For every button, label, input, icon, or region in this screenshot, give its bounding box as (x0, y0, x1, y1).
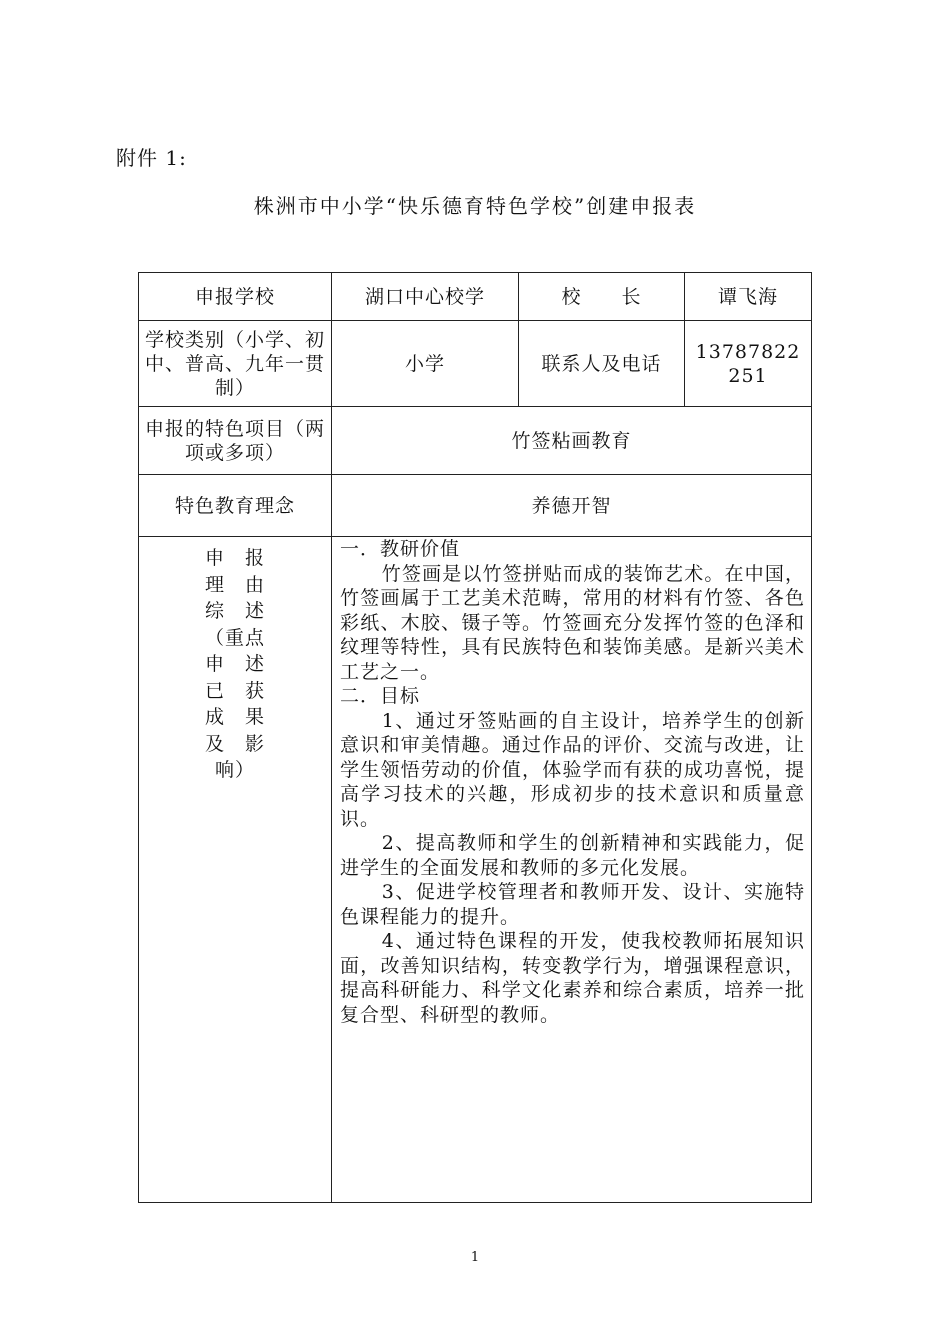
row-category (139, 321, 812, 407)
label-reason-line: 申 报 (204, 547, 265, 569)
value-project: 竹签粘画教育 (332, 407, 812, 475)
label-category: 学校类别（小学、初中、普高、九年一贯制） (139, 321, 332, 407)
value-school-name: 湖口中心校学 (332, 273, 519, 321)
reason-content (332, 537, 812, 1203)
page-number: 1 (470, 1250, 480, 1265)
row-philosophy (139, 475, 812, 537)
label-contact: 联系人及电话 (519, 321, 685, 407)
label-reason-line: 成 果 (204, 706, 265, 728)
goal-paragraph: 2、提高教师和学生的创新精神和实践能力，促进学生的全面发展和教师的多元化发展。 (340, 832, 805, 879)
label-reason-line: 综 述 (204, 600, 265, 622)
section-heading: 二．目标 (340, 685, 421, 707)
label-principal: 校 长 (519, 273, 685, 321)
label-philosophy: 特色教育理念 (139, 475, 332, 537)
label-reason (139, 537, 332, 1203)
page-title: 株洲市中小学“快乐德育特色学校”创建申报表 (253, 194, 697, 218)
value-phone: 13787822251 (685, 321, 812, 407)
label-reason-line: 已 获 (204, 679, 265, 702)
label-project: 申报的特色项目（两项或多项） (139, 407, 332, 475)
goal-paragraph: 4、通过特色课程的开发，使我校教师拓展知识面，改善知识结构，转变教学行为，增强课程意识，提高科研能力、科学文化素养和综合素质，培养一批复合型、科研型的教师。 (340, 930, 805, 1026)
section-paragraph: 竹签画是以竹签拼贴而成的装饰艺术。在中国，竹签画属于工艺美术范畴，常用的材料有竹签、各色彩纸、木胶、镊子等。竹签画充分发挥竹签的色泽和纹理等特性，具有民族特色和装饰美感。是新兴美术工艺之一。 (340, 562, 805, 683)
goal-paragraph: 1、通过牙签贴画的自主设计，培养学生的创新意识和审美情趣。通过作品的评价、交流与改进，让学生领悟劳动的价值，体验学而有获的成功喜悦，提高学习技术的兴趣，形成初步的技术意识和质量意识。 (340, 709, 805, 830)
section-heading: 一．教研价值 (340, 538, 461, 560)
row-reason (139, 537, 812, 1203)
label-reason-line: 理 由 (204, 573, 265, 596)
application-form-table (138, 272, 812, 1203)
attachment-label: 附件 1: (116, 146, 187, 170)
label-reason-line: （重点 (204, 626, 265, 649)
value-principal-name: 谭飞海 (685, 273, 812, 321)
label-school: 申报学校 (139, 273, 332, 321)
goal-paragraph: 3、促进学校管理者和教师开发、设计、实施特色课程能力的提升。 (340, 881, 805, 928)
label-reason-line: 申 述 (204, 653, 265, 675)
label-reason-line: 及 影 (204, 732, 265, 755)
value-category: 小学 (332, 321, 519, 407)
value-philosophy: 养德开智 (332, 475, 812, 537)
row-school (139, 273, 812, 321)
row-project (139, 407, 812, 475)
label-reason-line: 响） (214, 759, 255, 781)
